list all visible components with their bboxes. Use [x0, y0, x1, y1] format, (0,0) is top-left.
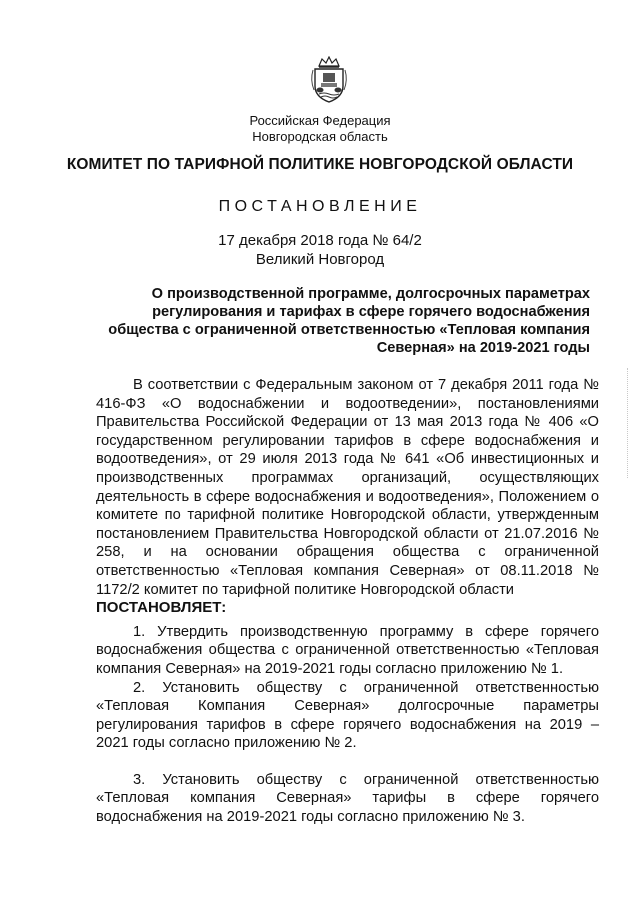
subject-line: Северная» на 2019-2021 годы — [376, 340, 590, 356]
header-country: Российская Федерация — [249, 113, 391, 128]
document-type: ПОСТАНОВЛЕНИЕ — [218, 198, 422, 215]
subject-line: регулирования и тарифах в сфере горячего водоснабжения — [152, 304, 590, 320]
preamble-paragraph: В соответствии с Федеральным законом от 7 декабря 2011 года № 416-ФЗ «О водоснабжении и водоотведении», постановлениями Правительства Российской Федерации от 13 мая 2013 года № 406 «О государственном регулировании тарифов в сфере водоснабжения и водоотведения», от 29 июля 2013 года № 641 «Об инвестиционных и производственных программах организаций, осуществляющих деятельность в сфере водоснабжения и водоотведения», Положением о комитете по тарифной политике Новгородской области, утвержденным постановлением Правительства Новгородской области от 21.07.2016 № 258, и на основании обращения общества с ограниченной ответственностью «Тепловая компания Северная» от 08.11.2018 № 1172/2 комитет по тарифной политике Новгородской области — [96, 377, 599, 598]
date-number: 17 декабря 2018 года № 64/2 — [218, 232, 422, 249]
scan-edge-mark — [627, 368, 632, 478]
document-subject — [96, 285, 590, 357]
city: Великий Новгород — [255, 251, 385, 268]
subject-line: О производственной программе, долгосрочных параметрах — [151, 286, 590, 302]
item-1: 1. Утвердить производственную программу в сфере горячего водоснабжения общества с ограниченной ответственностью «Тепловая компания Северная» на 2019-2021 годы согласно приложению № 1. — [96, 623, 599, 677]
resolves-heading: ПОСТАНОВЛЯЕТ: — [96, 599, 227, 617]
subject-line: общества с ограниченной ответственностью «Тепловая компания — [108, 322, 590, 338]
item-2: 2. Установить обществу с ограниченной ответственностью «Тепловая Компания Северная» долгосрочные параметры регулирования тарифов в сфере горячего водоснабжения на 2019 – 2021 годы согласно приложению № 2. — [96, 679, 599, 752]
committee-title: КОМИТЕТ ПО ТАРИФНОЙ ПОЛИТИКЕ НОВГОРОДСКОЙ ОБЛАСТИ — [66, 156, 574, 173]
header-region: Новгородская область — [252, 129, 388, 144]
novgorod-coat-of-arms-icon — [309, 56, 349, 104]
item-3: 3. Установить обществу с ограниченной ответственностью «Тепловая компания Северная» тарифы в сфере горячего водоснабжения на 2019-2021 годы согласно приложению № 3. — [96, 771, 599, 826]
document-body — [96, 376, 599, 827]
